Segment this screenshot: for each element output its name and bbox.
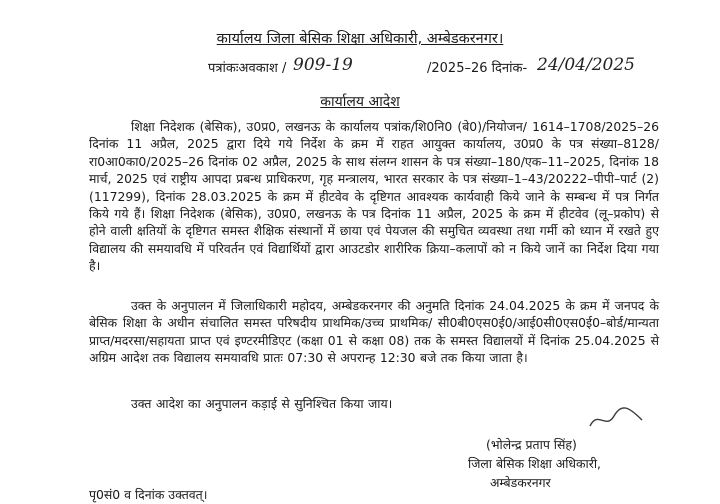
- copy-reference: पृ0सं0 व दिनांक उक्तवत्।: [89, 487, 208, 502]
- office-heading: कार्यालय जिला बेसिक शिक्षा अधिकारी, अम्बेडकरनगर।: [216, 31, 504, 47]
- signatory-designation: जिला बेसिक शिक्षा अधिकारी,: [468, 456, 601, 471]
- year-date-label: /2025–26 दिनांक-: [427, 61, 528, 76]
- paragraph-directive: शिक्षा निदेशक (बेसिक), उ0प्र0, लखनऊ के कार्यालय पत्रांक/शि0नि0 (बे0)/नियोजन/ 1614–1708/2025–26 दिनांक 11 अप्रैल, 2025 द्वारा दिये गये निर्देश के क्रम में राहत आयुक्त कार्यालय, उ0प्र0 के पत्र संख्या–8128/रा0आ0का0/2025–26 दिनांक 02 अप्रैल, 2025 के साथ संलग्न शासन के पत्र संख्या–180/एक–11–2025, दिनांक 18 मार्च, 2025 एवं राष्ट्रीय आपदा प्रबन्ध प्राधिकरण, गृह मन्त्रालय, भारत सरकार के पत्र संख्या–1–43/20222–पीपी–पार्ट (2) (117299), दिनांक 28.03.2025 के क्रम में हीटवेव के दृष्टिगत आवश्यक कार्यवाही किये जाने के सम्बन्ध में पत्र निर्गत किये गये हैं। शिक्षा निदेशक (बेसिक), उ0प्र0, लखनऊ के पत्र दिनांक 11 अप्रैल, 2025 के क्रम में हीटवेव (लू–प्रकोप) से होने वाली क्षतियों के दृष्टिगत समस्त शैक्षिक संस्थानों में छाया एवं पेयजल की समुचित व्यवस्था तथा गर्मी को ध्यान में रखते हुए विद्यालय की समयावधि में परिवर्तन एवं विद्यार्थियों द्वारा आउटडोर शारीरिक क्रिया–कलापों को न किये जानें का निर्देश दिया गया है।: [89, 119, 660, 274]
- order-title: कार्यालय आदेश: [320, 94, 400, 110]
- signatory-name: (भोलेन्द्र प्रताप सिंह): [486, 437, 577, 452]
- reference-number-handwritten: 909-19: [293, 55, 353, 75]
- paragraph-strict-compliance: उक्त आदेश का अनुपालन कड़ाई से सुनिश्चित किया जाय।: [131, 396, 393, 411]
- reference-label: पत्रांकःअवकाश /: [208, 61, 287, 76]
- signature-mark: [586, 404, 646, 434]
- date-handwritten: 24/04/2025: [537, 55, 635, 75]
- signatory-place: अम्बेडकरनगर: [490, 475, 551, 490]
- paragraph-compliance: उक्त के अनुपालन में जिलाधिकारी महोदय, अम्बेडकरनगर की अनुमति दिनांक 24.04.2025 के क्रम में जनपद के बेसिक शिक्षा के अधीन संचालित समस्त परिषदीय प्राथमिक/उच्च प्राथमिक/ सी0बी0एस0ई0/आई0सी0एस0ई0–बोर्ड/मान्यता प्राप्त/मदरसा/सहायता प्राप्त एवं इण्टरमीडिएट (कक्षा 01 से कक्षा 08) तक के समस्त विद्यालयों में दिनांक 25.04.2025 से अग्रिम आदेश तक विद्यालय समयावधि प्रातः 07:30 से अपरान्ह 12:30 बजे तक किया जाता है।: [89, 298, 659, 366]
